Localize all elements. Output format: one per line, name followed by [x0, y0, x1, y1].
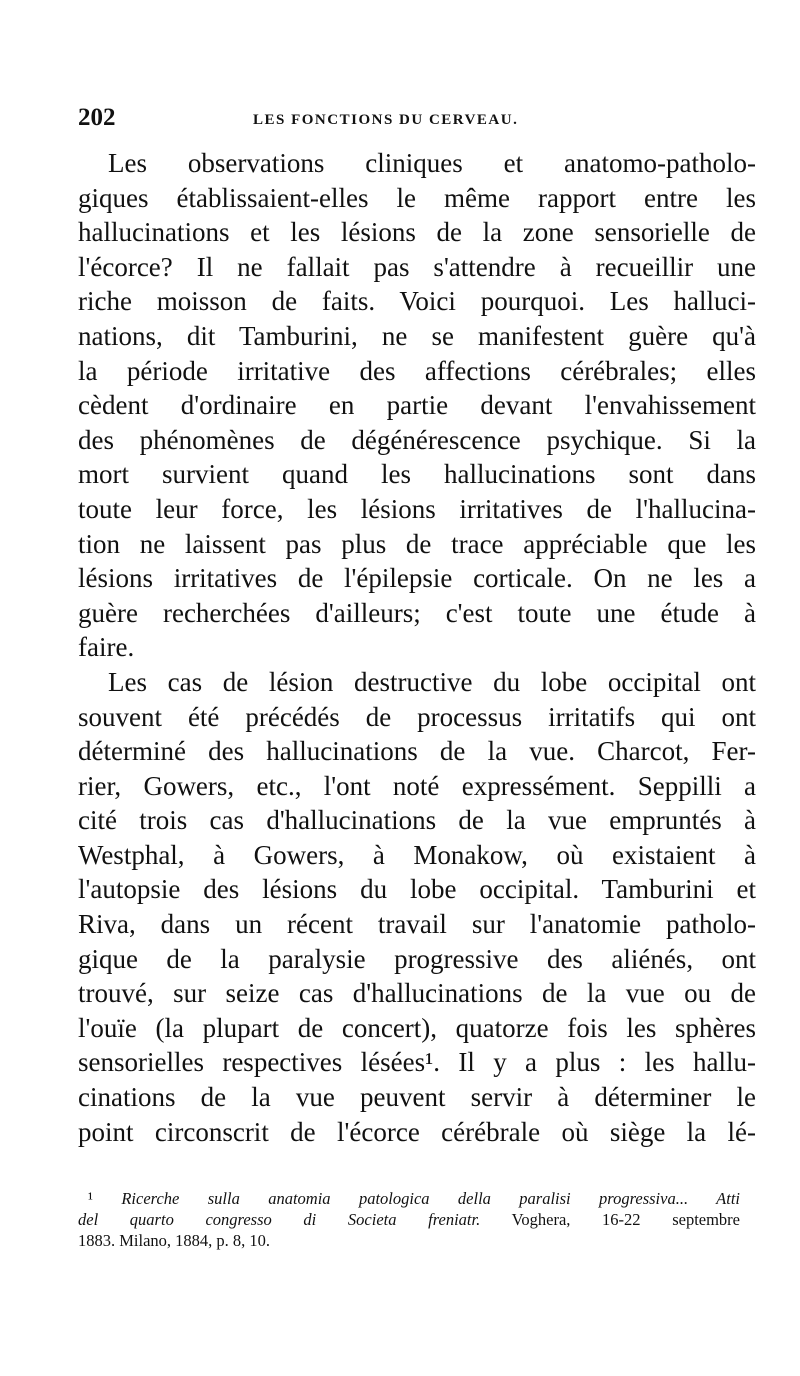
text-line: l'écorce? Il ne fallait pas s'attendre à recueillir une: [78, 251, 756, 282]
text-line: toute leur force, les lésions irritatives de l'hallucina-: [78, 493, 756, 524]
text-line: déterminé des hallucinations de la vue. Charcot, Fer-: [78, 736, 756, 767]
running-title: LES FONCTIONS DU CERVEAU.: [253, 112, 519, 128]
text-line: Les cas de lésion destructive du lobe occipital ont: [108, 666, 756, 697]
footnote-line: 1883. Milano, 1884, p. 8, 10.: [78, 1231, 271, 1250]
footnote: [78, 1188, 740, 1251]
text-line: cité trois cas d'hallucinations de la vue empruntés à: [78, 805, 756, 836]
footnote-citation-place: Voghera, 16-22 septembre: [480, 1210, 740, 1229]
text-line: Les observations cliniques et anatomo-patholo-: [108, 148, 756, 178]
body-text: [78, 146, 756, 1149]
text-line: cinations de la vue peuvent servir à déterminer le: [78, 1082, 756, 1113]
text-line: des phénomènes de dégénérescence psychique. Si la: [78, 424, 756, 455]
text-line: sensorielles respectives lésées¹. Il y a plus : les hallu-: [78, 1047, 756, 1078]
footnote-line: [78, 1209, 740, 1230]
text-line: tion ne laissent pas plus de trace appréciable que les: [78, 528, 756, 559]
text-line: souvent été précédés de processus irritatifs qui ont: [78, 701, 756, 732]
text-line: lésions irritatives de l'épilepsie corticale. On ne les a: [78, 563, 756, 594]
page-number: 202: [78, 104, 116, 131]
text-line: trouvé, sur seize cas d'hallucinations de la vue ou de: [78, 978, 756, 1009]
text-line: nations, dit Tamburini, ne se manifestent guère qu'à: [78, 320, 756, 351]
text-line: point circonscrit de l'écorce cérébrale où siège la lé-: [78, 1116, 756, 1147]
text-line: Riva, dans un récent travail sur l'anatomie patholo-: [78, 909, 756, 940]
footnote-citation-source: del quarto congresso di Societa freniatr.: [78, 1210, 481, 1229]
text-line: faire.: [78, 632, 135, 663]
text-line: la période irritative des affections cérébrales; elles: [78, 355, 756, 386]
page-header: [78, 104, 758, 144]
footnote-citation-title: Ricerche sulla anatomia patologica della paralisi progressiva... Atti: [121, 1189, 741, 1208]
text-line: riche moisson de faits. Voici pourquoi. Les halluci-: [78, 286, 756, 317]
text-line: cèdent d'ordinaire en partie devant l'envahissement: [78, 390, 756, 421]
text-line: l'autopsie des lésions du lobe occipital. Tamburini et: [78, 874, 756, 905]
footnote-line: [78, 1188, 740, 1209]
text-line: gique de la paralysie progressive des aliénés, ont: [78, 943, 756, 974]
text-line: rier, Gowers, etc., l'ont noté expressément. Seppilli a: [78, 770, 756, 801]
text-line: guère recherchées d'ailleurs; c'est toute une étude à: [78, 597, 756, 628]
text-line: Westphal, à Gowers, à Monakow, où existaient à: [78, 839, 756, 870]
footnote-marker: ¹: [88, 1189, 93, 1208]
text-line: l'ouïe (la plupart de concert), quatorze fois les sphères: [78, 1012, 756, 1043]
text-line: hallucinations et les lésions de la zone sensorielle de: [78, 217, 756, 248]
text-line: giques établissaient-elles le même rapport entre les: [78, 182, 756, 213]
text-line: mort survient quand les hallucinations sont dans: [78, 459, 756, 490]
